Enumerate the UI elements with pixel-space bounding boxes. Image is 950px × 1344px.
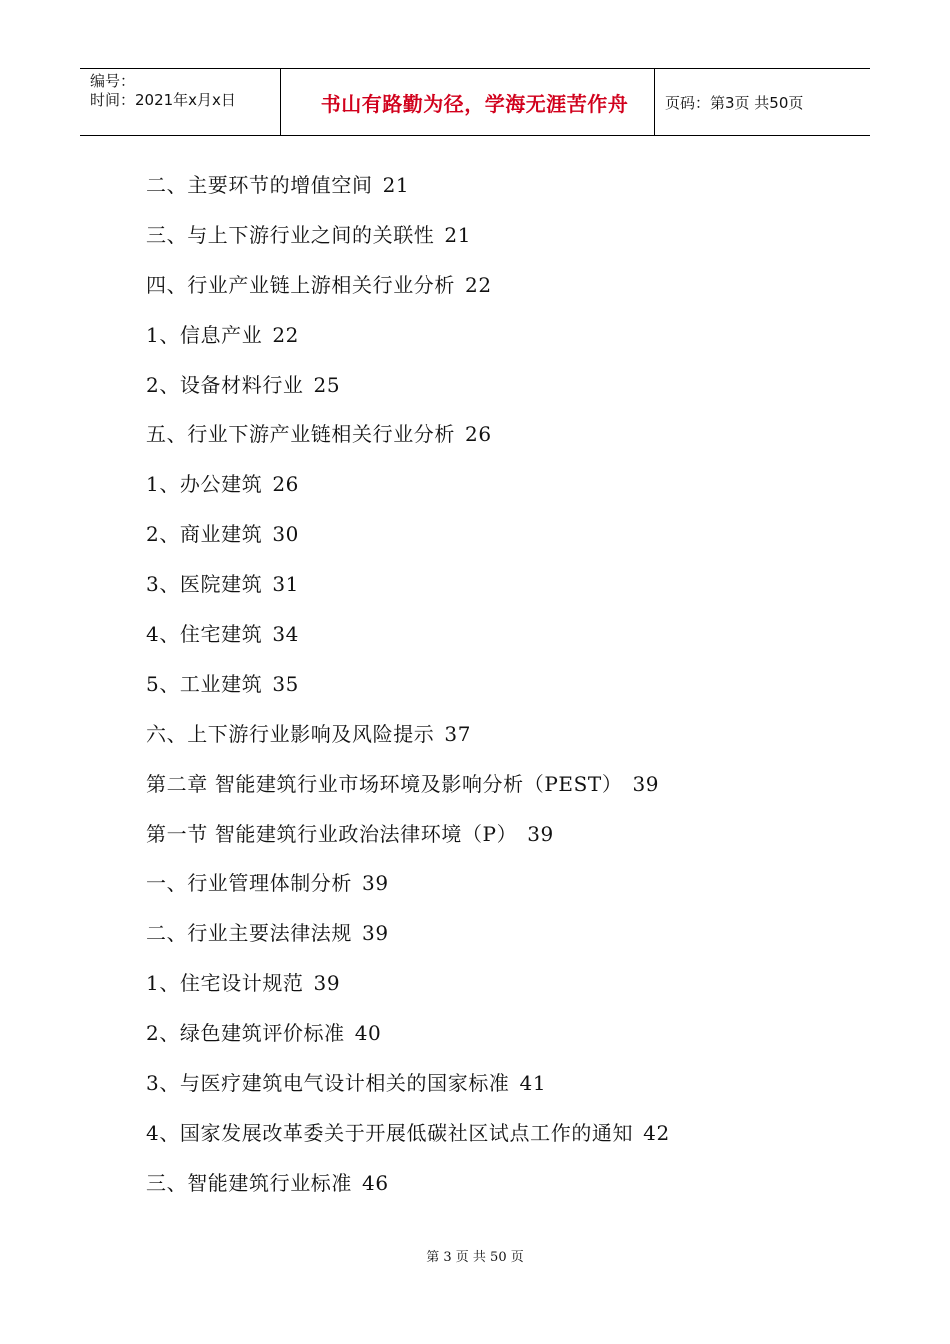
toc-entry <box>146 569 846 619</box>
toc-entry-page: 42 <box>643 1120 670 1145</box>
header-motto: 书山有路勤为径，学海无涯苦作舟 <box>320 91 629 116</box>
document-date-label: 时间：2021年x月x日 <box>90 91 236 109</box>
toc-entry-page: 30 <box>272 522 299 547</box>
toc-entry-page: 39 <box>632 771 660 796</box>
toc-entry-page: 25 <box>313 372 341 397</box>
toc-entry <box>146 1018 846 1068</box>
toc-entry <box>146 968 846 1018</box>
toc-entry <box>146 419 846 469</box>
toc-entry-page: 46 <box>362 1170 389 1195</box>
toc-entry-page: 40 <box>354 1021 382 1046</box>
toc-entry-title: 3、与医疗建筑电气设计相关的国家标准 <box>146 1071 510 1096</box>
document-number-label: 编号： <box>90 72 136 90</box>
toc-entry-page: 22 <box>465 272 492 297</box>
toc-entry-page: 39 <box>313 971 341 996</box>
toc-entry-title: 第一节 智能建筑行业政治法律环境（P） <box>146 821 518 846</box>
toc-entry-page: 21 <box>444 222 472 247</box>
toc-entry <box>146 519 846 569</box>
toc-entry <box>146 220 846 270</box>
toc-entry <box>146 868 846 918</box>
toc-entry-title: 3、医院建筑 <box>146 572 263 597</box>
toc-entry <box>146 1068 846 1118</box>
toc-entry-title: 1、信息产业 <box>146 322 263 347</box>
header-meta-cell <box>80 69 281 135</box>
toc-entry-title: 三、与上下游行业之间的关联性 <box>146 222 435 247</box>
toc-entry-title: 一、行业管理体制分析 <box>146 871 352 896</box>
toc-entry-title: 五、行业下游产业链相关行业分析 <box>146 422 455 447</box>
toc-entry-title: 六、上下游行业影响及风险提示 <box>146 721 435 746</box>
toc-entry-title: 2、绿色建筑评价标准 <box>146 1021 345 1046</box>
toc-entry-page: 39 <box>362 871 389 896</box>
toc-entry-title: 1、办公建筑 <box>146 472 263 497</box>
page-footer: 第 3 页 共 50 页 <box>426 1250 524 1265</box>
toc-entry-page: 34 <box>272 622 299 647</box>
toc-entry-title: 1、住宅设计规范 <box>146 971 304 996</box>
toc-entry-title: 三、智能建筑行业标准 <box>146 1170 352 1195</box>
toc-entry <box>146 370 846 420</box>
toc-entry-title: 2、设备材料行业 <box>146 372 304 397</box>
header-motto-cell <box>281 69 655 135</box>
toc-entry-title: 4、住宅建筑 <box>146 622 263 647</box>
toc-entry-page: 31 <box>272 572 299 597</box>
toc-entry-page: 26 <box>465 422 492 447</box>
table-of-contents <box>146 170 846 1218</box>
toc-entry-title: 4、国家发展改革委关于开展低碳社区试点工作的通知 <box>146 1120 634 1145</box>
toc-entry-page: 37 <box>444 721 472 746</box>
toc-entry-title: 二、主要环节的增值空间 <box>146 173 373 197</box>
toc-entry <box>146 719 846 769</box>
toc-entry <box>146 918 846 968</box>
toc-entry-page: 39 <box>362 921 389 946</box>
toc-entry <box>146 819 846 869</box>
toc-entry <box>146 469 846 519</box>
toc-entry <box>146 170 846 220</box>
toc-entry-title: 第二章 智能建筑行业市场环境及影响分析（PEST） <box>146 771 623 796</box>
toc-entry-page: 26 <box>272 472 299 497</box>
toc-entry-title: 二、行业主要法律法规 <box>146 921 352 946</box>
toc-entry <box>146 270 846 320</box>
page-header <box>80 68 870 136</box>
toc-entry-title: 2、商业建筑 <box>146 522 263 547</box>
toc-entry <box>146 769 846 819</box>
header-page-label: 页码：第3页 共50页 <box>665 93 804 112</box>
header-page-cell <box>655 69 870 135</box>
toc-entry-page: 39 <box>527 821 554 846</box>
toc-entry-page: 21 <box>382 173 410 197</box>
toc-entry-page: 22 <box>272 322 299 347</box>
toc-entry-title: 四、行业产业链上游相关行业分析 <box>146 272 455 297</box>
toc-entry <box>146 619 846 669</box>
toc-entry-title: 5、工业建筑 <box>146 671 263 696</box>
toc-entry <box>146 1168 846 1218</box>
toc-entry-page: 35 <box>272 671 299 696</box>
toc-entry-page: 41 <box>519 1071 547 1096</box>
toc-entry <box>146 669 846 719</box>
toc-entry <box>146 320 846 370</box>
toc-entry <box>146 1118 846 1168</box>
